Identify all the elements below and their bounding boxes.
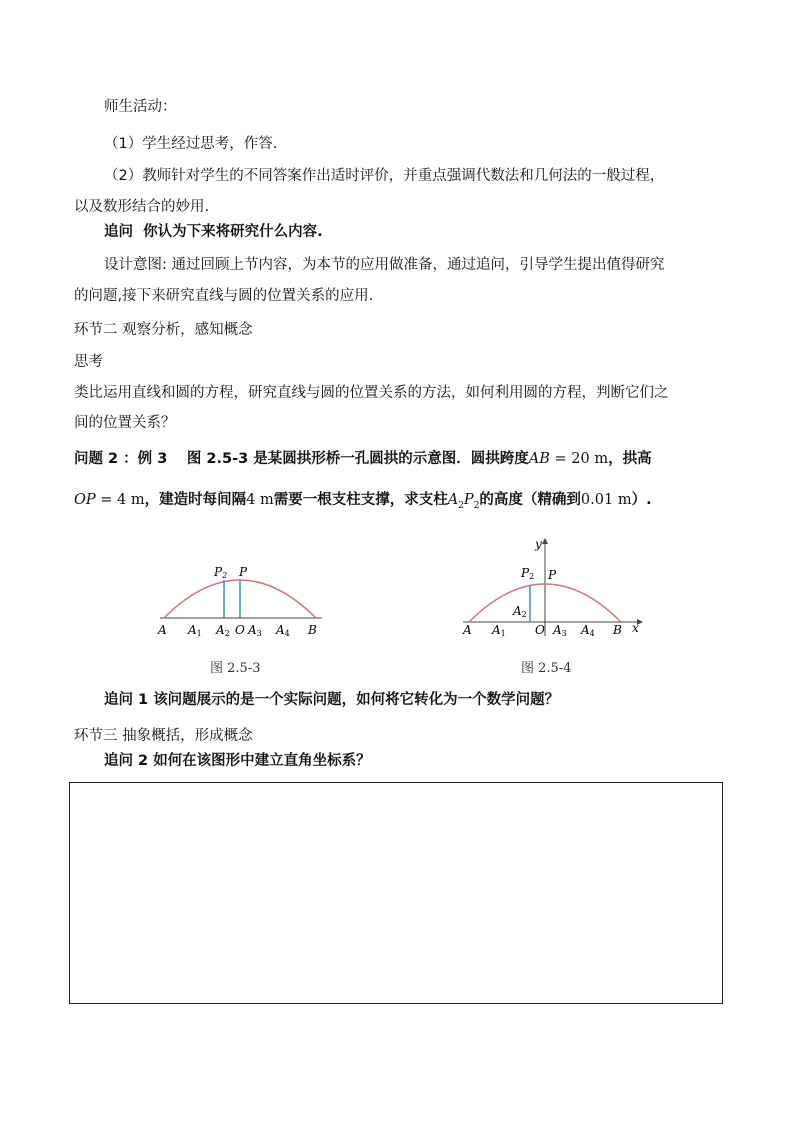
- math-ab: AB: [528, 451, 550, 467]
- problem-2-text-b: ，拱高: [608, 451, 652, 467]
- problem-2-line-2: [74, 490, 724, 516]
- label-a2: A2: [216, 623, 230, 638]
- label-p2: P2: [214, 565, 228, 580]
- problem-2-text-e: 的高度（精确到: [479, 492, 581, 508]
- activity-item-2-cont: 以及数形结合的妙用.: [74, 199, 210, 215]
- math-precision: 0.01 m: [580, 492, 632, 508]
- math-p: P: [463, 492, 474, 508]
- math-op-value: = 4 m: [95, 492, 145, 508]
- follow-up-1-label: 追问 1: [104, 692, 154, 708]
- y-axis-arrow-icon: [542, 538, 548, 544]
- math-p-sub: 2: [473, 500, 480, 511]
- label-a1: A1: [492, 623, 506, 638]
- math-a-sub: 2: [458, 500, 464, 511]
- design-intent: 设计意图: 通过回顾上节内容，为本节的应用做准备，通过追问，引导学生提出值得研究: [104, 257, 665, 273]
- label-a: A: [463, 623, 472, 637]
- follow-up-label: 追问: [104, 224, 133, 240]
- label-p2: P2: [521, 566, 535, 581]
- follow-up-2: [104, 751, 754, 771]
- math-interval: 4 m: [246, 492, 274, 508]
- design-intent-cont: 的问题,接下来研究直线与圆的位置关系的应用.: [74, 288, 374, 304]
- problem-2-line-1: [74, 449, 724, 469]
- teacher-student-activity: 师生活动：: [104, 99, 177, 115]
- follow-up-1-text: 该问题展示的是一个实际问题，如何将它转化为一个数学问题？: [153, 692, 560, 708]
- figure-2-5-3: [150, 556, 330, 646]
- label-b: B: [308, 623, 317, 637]
- activity-item-2: （2）教师针对学生的不同答案作出适时评价，并重点强调代数法和几何法的一般过程，: [104, 168, 665, 184]
- problem-2-text-f: ）.: [631, 492, 652, 508]
- label-a3: A3: [553, 623, 567, 638]
- answer-box[interactable]: [69, 782, 723, 1004]
- think-text-cont: 间的位置关系？: [74, 415, 176, 431]
- follow-up-1: [104, 690, 754, 710]
- figure-caption-2: 图 2.5-4: [521, 661, 572, 676]
- math-ab-value: = 20 m: [549, 451, 609, 467]
- label-o: O: [235, 623, 245, 637]
- label-a3: A3: [248, 623, 262, 638]
- label-a4: A4: [276, 623, 290, 638]
- section-three-heading: 环节三 抽象概括，形成概念: [74, 728, 253, 744]
- math-a: A: [447, 492, 459, 508]
- problem-2-text-c: ，建造时每间隔: [144, 492, 247, 508]
- label-b: B: [613, 623, 622, 637]
- figure-caption-1: 图 2.5-3: [210, 661, 261, 676]
- follow-up-2-text: 如何在该图形中建立直角坐标系？: [153, 753, 371, 769]
- figure-2-5-4: [455, 536, 650, 646]
- follow-up-2-label: 追问 2: [104, 753, 154, 769]
- label-p: P: [548, 568, 557, 582]
- label-y: y: [535, 537, 542, 551]
- label-a1: A1: [188, 623, 202, 638]
- label-x: x: [632, 621, 639, 635]
- label-o: O: [535, 623, 545, 637]
- label-a2: A2: [513, 604, 527, 619]
- math-op: OP: [74, 492, 96, 508]
- label-p: P: [239, 565, 248, 579]
- problem-2-text-a: 问题 2 ：例 3 图 2.5-3 是某圆拱形桥一孔圆拱的示意图．圆拱跨度: [74, 451, 529, 467]
- label-a4: A4: [581, 623, 595, 638]
- label-a: A: [158, 623, 167, 637]
- think-text: 类比运用直线和圆的方程，研究直线与圆的位置关系的方法，如何利用圆的方程，判断它们之: [74, 385, 669, 401]
- activity-item-1: （1）学生经过思考，作答.: [104, 136, 278, 152]
- think-heading: 思考: [74, 354, 103, 370]
- section-two-heading: 环节二 观察分析，感知概念: [74, 322, 253, 338]
- follow-up-question: [104, 222, 754, 242]
- problem-2-text-d: 需要一根支柱支撑，求支柱: [273, 492, 448, 508]
- follow-up-text: 你认为下来将研究什么内容.: [143, 224, 323, 240]
